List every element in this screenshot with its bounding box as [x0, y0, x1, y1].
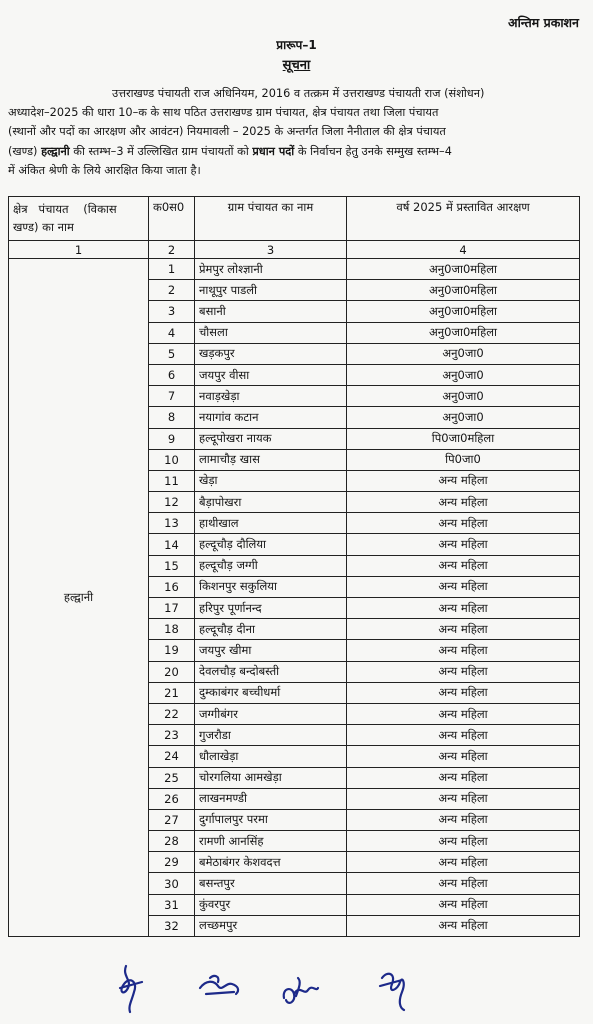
village-name-cell: बमेठाबंगर केशवदत्त [195, 852, 347, 873]
reservation-category-cell: अनु0जा0महिला [347, 259, 580, 280]
reservation-category-cell: अन्य महिला [347, 746, 580, 767]
reservation-category-cell: अनु0जा0 [347, 343, 580, 364]
notice-title: सूचना [282, 58, 311, 73]
header-block-name [9, 197, 149, 241]
reservation-category-cell: अन्य महिला [347, 513, 580, 534]
village-name-cell: हल्दूचौड़ दीना [195, 619, 347, 640]
paragraph-line-4-part-e: के निर्वाचन हेतु उनके सम्मुख स्तम्भ–4 [294, 144, 452, 158]
paragraph-line-3: (स्थानों और पदों का आरक्षण और आवंटन) नियमावली – 2025 के अन्तर्गत जिला नैनीताल की क्षेत्र पंचायत [8, 125, 446, 139]
village-name-cell: हाथीखाल [195, 513, 347, 534]
serial-number-cell: 26 [149, 788, 195, 809]
village-name-cell: किशनपुर सकुलिया [195, 576, 347, 597]
reservation-category-cell: अन्य महिला [347, 576, 580, 597]
village-name-cell: हल्दूचौड़ जग्गी [195, 555, 347, 576]
serial-number-cell: 16 [149, 576, 195, 597]
reservation-category-cell: अन्य महिला [347, 555, 580, 576]
signatures-area [0, 960, 593, 1020]
village-name-cell: जयपुर वीसा [195, 364, 347, 385]
village-name-cell: धौलाखेड़ा [195, 746, 347, 767]
serial-number-cell: 18 [149, 619, 195, 640]
block-name-cell: हल्द्वानी [9, 259, 149, 937]
reservation-category-cell: अन्य महिला [347, 809, 580, 830]
serial-number-cell: 6 [149, 364, 195, 385]
column-number-3: 3 [195, 241, 347, 259]
serial-number-cell: 21 [149, 682, 195, 703]
reservation-category-cell: अन्य महिला [347, 640, 580, 661]
village-name-cell: बैड़ापोखरा [195, 492, 347, 513]
column-number-4: 4 [347, 241, 580, 259]
reservation-category-cell: पि0जा0महिला [347, 428, 580, 449]
serial-number-cell: 10 [149, 449, 195, 470]
reservation-category-cell: अन्य महिला [347, 492, 580, 513]
serial-number-cell: 31 [149, 894, 195, 915]
serial-number-cell: 32 [149, 915, 195, 936]
serial-number-cell: 23 [149, 725, 195, 746]
signature-2 [196, 970, 244, 1006]
column-number-2: 2 [149, 241, 195, 259]
village-name-cell: जग्गीबंगर [195, 703, 347, 724]
table-row [9, 259, 580, 280]
village-name-cell: नयागांव कटान [195, 407, 347, 428]
serial-number-cell: 20 [149, 661, 195, 682]
reservation-category-cell: अन्य महिला [347, 767, 580, 788]
serial-number-cell: 5 [149, 343, 195, 364]
header-serial-no: क0स0 [149, 197, 195, 241]
paragraph-line-4-part-c: की स्तम्भ–3 में उल्लिखित ग्राम पंचायतों को [69, 144, 253, 158]
table-body [9, 259, 580, 937]
block-name-bold: हल्द्वानी [41, 144, 70, 158]
column-number-1: 1 [9, 241, 149, 259]
village-name-cell: जयपुर खीमा [195, 640, 347, 661]
reservation-category-cell: अन्य महिला [347, 894, 580, 915]
serial-number-cell: 19 [149, 640, 195, 661]
village-name-cell: दुम्काबंगर बच्चीधर्मा [195, 682, 347, 703]
reservation-category-cell: अन्य महिला [347, 661, 580, 682]
village-name-cell: लाखनमण्डी [195, 788, 347, 809]
village-name-cell: चौसला [195, 322, 347, 343]
form-number: प्रारूप–1 [276, 38, 317, 52]
reservation-category-cell: अन्य महिला [347, 873, 580, 894]
serial-number-cell: 24 [149, 746, 195, 767]
reservation-category-cell: अन्य महिला [347, 682, 580, 703]
village-name-cell: हरिपुर पूर्णानन्द [195, 598, 347, 619]
serial-number-cell: 29 [149, 852, 195, 873]
reservation-category-cell: अनु0जा0महिला [347, 301, 580, 322]
village-name-cell: हल्दूचौड़ दौलिया [195, 534, 347, 555]
reservation-category-cell: अन्य महिला [347, 534, 580, 555]
paragraph-line-4-part-a: (खण्ड) [8, 144, 42, 158]
village-name-cell: रामणी आनसिंह [195, 831, 347, 852]
village-name-cell: हल्दूपोखरा नायक [195, 428, 347, 449]
village-name-cell: देवलचौड़ बन्दोबस्ती [195, 661, 347, 682]
final-publication-label: अन्तिम प्रकाशन [508, 15, 579, 30]
paragraph-line-2: अध्यादेश–2025 की धारा 10–क के साथ पठित उत्तराखण्ड ग्राम पंचायत, क्षेत्र पंचायत तथा जिला पंचायत [8, 106, 439, 120]
reservation-category-cell: अन्य महिला [347, 470, 580, 491]
reservation-category-cell: अन्य महिला [347, 915, 580, 936]
header-village-name: ग्राम पंचायत का नाम [195, 197, 347, 241]
reservation-category-cell: अन्य महिला [347, 619, 580, 640]
paragraph-line-5: में अंकित श्रेणी के लिये आरक्षित किया जाता है। [8, 163, 201, 177]
reservation-category-cell: अनु0जा0 [347, 386, 580, 407]
serial-number-cell: 22 [149, 703, 195, 724]
village-name-cell: बसन्तपुर [195, 873, 347, 894]
serial-number-cell: 12 [149, 492, 195, 513]
reservation-category-cell: अन्य महिला [347, 703, 580, 724]
serial-number-cell: 1 [149, 259, 195, 280]
header-block-name-line-1: क्षेत्र पंचायत (विकास [13, 202, 117, 216]
serial-number-cell: 25 [149, 767, 195, 788]
reservation-category-cell: अन्य महिला [347, 598, 580, 619]
paragraph-line-4 [8, 142, 580, 161]
village-name-cell: कुंवरपुर [195, 894, 347, 915]
village-name-cell: नवाड़खेड़ा [195, 386, 347, 407]
village-name-cell: दुर्गापालपुर परमा [195, 809, 347, 830]
reservation-category-cell: अन्य महिला [347, 725, 580, 746]
reservation-category-cell: पि0जा0 [347, 449, 580, 470]
village-name-cell: खेड़ा [195, 470, 347, 491]
header-block-name-line-2: खण्ड) का नाम [13, 220, 74, 234]
village-name-cell: गुजरौडा [195, 725, 347, 746]
notice-paragraph [8, 84, 580, 180]
serial-number-cell: 3 [149, 301, 195, 322]
village-name-cell: प्रेमपुर लोश्ज्ञानी [195, 259, 347, 280]
header-proposed-reservation: वर्ष 2025 में प्रस्तावित आरक्षण [347, 197, 580, 241]
reservation-category-cell: अनु0जा0महिला [347, 280, 580, 301]
reservation-category-cell: अनु0जा0महिला [347, 322, 580, 343]
signature-4 [374, 964, 412, 1014]
serial-number-cell: 17 [149, 598, 195, 619]
reservation-category-cell: अन्य महिला [347, 788, 580, 809]
serial-number-cell: 4 [149, 322, 195, 343]
signature-1 [112, 962, 152, 1014]
village-name-cell: लामाचौड़ खास [195, 449, 347, 470]
serial-number-cell: 30 [149, 873, 195, 894]
reservation-category-cell: अन्य महिला [347, 852, 580, 873]
village-name-cell: बसानी [195, 301, 347, 322]
serial-number-cell: 11 [149, 470, 195, 491]
reservation-category-cell: अनु0जा0 [347, 364, 580, 385]
village-name-cell: खड़कपुर [195, 343, 347, 364]
table-header-row [9, 197, 580, 241]
reservation-category-cell: अन्य महिला [347, 831, 580, 852]
pradhan-posts-bold: प्रधान पदों [252, 144, 295, 158]
paragraph-line-1: उत्तराखण्ड पंचायती राज अधिनियम, 2016 व तत्क्रम में उत्तराखण्ड पंचायती राज (संशोधन) [112, 87, 485, 100]
village-name-cell: नाथूपुर पाडली [195, 280, 347, 301]
serial-number-cell: 7 [149, 386, 195, 407]
reservation-category-cell: अनु0जा0 [347, 407, 580, 428]
serial-number-cell: 27 [149, 809, 195, 830]
serial-number-cell: 2 [149, 280, 195, 301]
reservation-table [8, 196, 580, 937]
serial-number-cell: 15 [149, 555, 195, 576]
serial-number-cell: 28 [149, 831, 195, 852]
serial-number-cell: 9 [149, 428, 195, 449]
serial-number-cell: 8 [149, 407, 195, 428]
village-name-cell: लच्छमपुर [195, 915, 347, 936]
column-number-row [9, 241, 580, 259]
serial-number-cell: 14 [149, 534, 195, 555]
signature-3 [278, 968, 322, 1012]
serial-number-cell: 13 [149, 513, 195, 534]
village-name-cell: चोरगलिया आमखेड़ा [195, 767, 347, 788]
